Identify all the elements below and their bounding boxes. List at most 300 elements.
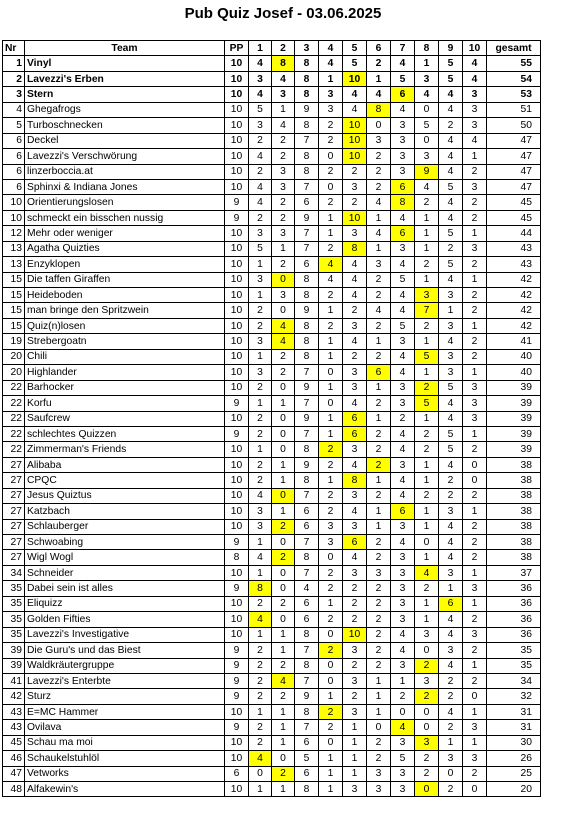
- team-cell: Agatha Quizties: [25, 241, 225, 256]
- round-score-cell: 3: [439, 349, 463, 364]
- round-score-cell: 3: [343, 782, 367, 797]
- round-score-cell: 8: [295, 56, 319, 71]
- rank-cell: 43: [3, 704, 25, 719]
- pp-cell: 10: [225, 519, 249, 534]
- round-score-cell: 0: [367, 720, 391, 735]
- total-cell: 53: [487, 87, 541, 102]
- round-score-cell: 5: [415, 349, 439, 364]
- team-cell: E=MC Hammer: [25, 704, 225, 719]
- round-score-cell: 2: [249, 380, 272, 395]
- round-score-cell: 4: [343, 504, 367, 519]
- table-row: [3, 627, 541, 642]
- round-score-cell: 0: [439, 766, 463, 781]
- round-score-cell: 8: [367, 102, 391, 117]
- round-score-cell: 1: [367, 380, 391, 395]
- team-cell: Ovilava: [25, 720, 225, 735]
- pp-cell: 10: [225, 149, 249, 164]
- round-score-cell: 4: [272, 318, 295, 333]
- column-header: 7: [391, 41, 415, 56]
- round-score-cell: 6: [391, 504, 415, 519]
- table-row: [3, 241, 541, 256]
- round-score-cell: 0: [415, 133, 439, 148]
- table-row: [3, 411, 541, 426]
- round-score-cell: 4: [439, 411, 463, 426]
- rank-cell: 27: [3, 504, 25, 519]
- table-row: [3, 380, 541, 395]
- round-score-cell: 3: [439, 504, 463, 519]
- round-score-cell: 0: [319, 735, 343, 750]
- round-score-cell: 2: [319, 488, 343, 503]
- round-score-cell: 0: [415, 720, 439, 735]
- round-score-cell: 3: [343, 643, 367, 658]
- round-score-cell: 3: [319, 87, 343, 102]
- round-score-cell: 6: [391, 179, 415, 194]
- round-score-cell: 6: [343, 411, 367, 426]
- table-row: [3, 195, 541, 210]
- total-cell: 39: [487, 396, 541, 411]
- results-table: [2, 40, 541, 797]
- round-score-cell: 3: [249, 71, 272, 86]
- team-cell: Katzbach: [25, 504, 225, 519]
- round-score-cell: 2: [249, 643, 272, 658]
- table-row: [3, 565, 541, 580]
- table-row: [3, 658, 541, 673]
- pp-cell: 9: [225, 195, 249, 210]
- pp-cell: 10: [225, 612, 249, 627]
- column-header: 6: [367, 41, 391, 56]
- round-score-cell: 2: [415, 689, 439, 704]
- round-score-cell: 2: [463, 334, 487, 349]
- round-score-cell: 0: [272, 565, 295, 580]
- round-score-cell: 4: [391, 102, 415, 117]
- table-row: [3, 349, 541, 364]
- round-score-cell: 1: [272, 504, 295, 519]
- rank-cell: 41: [3, 673, 25, 688]
- round-score-cell: 8: [391, 195, 415, 210]
- round-score-cell: 2: [319, 720, 343, 735]
- pp-cell: 10: [225, 318, 249, 333]
- round-score-cell: 1: [439, 303, 463, 318]
- round-score-cell: 3: [272, 226, 295, 241]
- round-score-cell: 2: [319, 318, 343, 333]
- round-score-cell: 6: [295, 519, 319, 534]
- round-score-cell: 4: [415, 565, 439, 580]
- round-score-cell: 8: [295, 658, 319, 673]
- round-score-cell: 2: [343, 303, 367, 318]
- round-score-cell: 2: [415, 318, 439, 333]
- round-score-cell: 2: [415, 488, 439, 503]
- round-score-cell: 2: [319, 133, 343, 148]
- round-score-cell: 3: [415, 288, 439, 303]
- team-cell: Highlander: [25, 365, 225, 380]
- round-score-cell: 2: [249, 457, 272, 472]
- team-cell: Schau ma moi: [25, 735, 225, 750]
- round-score-cell: 4: [343, 550, 367, 565]
- rank-cell: 35: [3, 596, 25, 611]
- rank-cell: 15: [3, 272, 25, 287]
- round-score-cell: 0: [367, 118, 391, 133]
- table-row: [3, 488, 541, 503]
- round-score-cell: 2: [367, 56, 391, 71]
- round-score-cell: 2: [343, 349, 367, 364]
- round-score-cell: 1: [249, 288, 272, 303]
- team-cell: Ghegafrogs: [25, 102, 225, 117]
- round-score-cell: 1: [415, 612, 439, 627]
- round-score-cell: 4: [439, 102, 463, 117]
- total-cell: 54: [487, 71, 541, 86]
- round-score-cell: 8: [295, 149, 319, 164]
- round-score-cell: 2: [319, 581, 343, 596]
- round-score-cell: 3: [463, 87, 487, 102]
- round-score-cell: 4: [272, 118, 295, 133]
- round-score-cell: 1: [463, 426, 487, 441]
- pp-cell: 9: [225, 673, 249, 688]
- table-row: [3, 56, 541, 71]
- round-score-cell: 7: [295, 426, 319, 441]
- team-cell: Saufcrew: [25, 411, 225, 426]
- round-score-cell: 3: [391, 334, 415, 349]
- table-row: [3, 318, 541, 333]
- pp-cell: 10: [225, 303, 249, 318]
- rank-cell: 22: [3, 380, 25, 395]
- round-score-cell: 3: [391, 766, 415, 781]
- pp-cell: 10: [225, 102, 249, 117]
- round-score-cell: 1: [249, 257, 272, 272]
- round-score-cell: 7: [295, 488, 319, 503]
- column-header: PP: [225, 41, 249, 56]
- round-score-cell: 8: [343, 473, 367, 488]
- rank-cell: 6: [3, 164, 25, 179]
- pp-cell: 10: [225, 272, 249, 287]
- round-score-cell: 1: [319, 411, 343, 426]
- round-score-cell: 3: [343, 179, 367, 194]
- table-row: [3, 210, 541, 225]
- total-cell: 25: [487, 766, 541, 781]
- round-score-cell: 1: [463, 704, 487, 719]
- round-score-cell: 9: [295, 411, 319, 426]
- rank-cell: 12: [3, 226, 25, 241]
- team-cell: Dabei sein ist alles: [25, 581, 225, 596]
- total-cell: 42: [487, 303, 541, 318]
- round-score-cell: 8: [295, 71, 319, 86]
- round-score-cell: 3: [343, 442, 367, 457]
- round-score-cell: 1: [272, 643, 295, 658]
- round-score-cell: 2: [319, 442, 343, 457]
- round-score-cell: 1: [415, 473, 439, 488]
- pp-cell: 10: [225, 442, 249, 457]
- table-row: [3, 272, 541, 287]
- table-row: [3, 581, 541, 596]
- total-cell: 30: [487, 735, 541, 750]
- round-score-cell: 1: [463, 658, 487, 673]
- round-score-cell: 2: [439, 118, 463, 133]
- round-score-cell: 4: [391, 210, 415, 225]
- round-score-cell: 5: [415, 396, 439, 411]
- total-cell: 35: [487, 658, 541, 673]
- round-score-cell: 0: [415, 704, 439, 719]
- round-score-cell: 3: [439, 365, 463, 380]
- round-score-cell: 1: [272, 396, 295, 411]
- rank-cell: 27: [3, 535, 25, 550]
- round-score-cell: 4: [391, 56, 415, 71]
- team-cell: Lavezzi's Investigative: [25, 627, 225, 642]
- round-score-cell: 1: [319, 766, 343, 781]
- total-cell: 40: [487, 365, 541, 380]
- round-score-cell: 3: [367, 133, 391, 148]
- rank-cell: 10: [3, 195, 25, 210]
- round-score-cell: 4: [249, 179, 272, 194]
- pp-cell: 10: [225, 488, 249, 503]
- table-row: [3, 133, 541, 148]
- round-score-cell: 2: [391, 411, 415, 426]
- round-score-cell: 1: [272, 102, 295, 117]
- round-score-cell: 3: [391, 164, 415, 179]
- round-score-cell: 1: [415, 411, 439, 426]
- round-score-cell: 3: [391, 133, 415, 148]
- round-score-cell: 2: [367, 442, 391, 457]
- round-score-cell: 2: [249, 133, 272, 148]
- round-score-cell: 1: [319, 596, 343, 611]
- round-score-cell: 3: [367, 766, 391, 781]
- round-score-cell: 4: [343, 334, 367, 349]
- team-cell: Heideboden: [25, 288, 225, 303]
- round-score-cell: 1: [463, 149, 487, 164]
- round-score-cell: 1: [463, 596, 487, 611]
- pp-cell: 10: [225, 349, 249, 364]
- round-score-cell: 3: [463, 102, 487, 117]
- round-score-cell: 4: [343, 257, 367, 272]
- team-cell: Wigl Wogl: [25, 550, 225, 565]
- round-score-cell: 1: [319, 473, 343, 488]
- round-score-cell: 1: [415, 334, 439, 349]
- round-score-cell: 8: [295, 627, 319, 642]
- round-score-cell: 0: [319, 149, 343, 164]
- team-cell: Stern: [25, 87, 225, 102]
- round-score-cell: 2: [319, 504, 343, 519]
- round-score-cell: 2: [367, 318, 391, 333]
- round-score-cell: 2: [249, 210, 272, 225]
- round-score-cell: 1: [463, 565, 487, 580]
- round-score-cell: 0: [463, 457, 487, 472]
- round-score-cell: 6: [391, 87, 415, 102]
- round-score-cell: 3: [367, 257, 391, 272]
- round-score-cell: 4: [439, 519, 463, 534]
- total-cell: 36: [487, 627, 541, 642]
- round-score-cell: 1: [249, 396, 272, 411]
- round-score-cell: 2: [249, 689, 272, 704]
- column-header: 2: [272, 41, 295, 56]
- pp-cell: 10: [225, 179, 249, 194]
- column-header: Team: [25, 41, 225, 56]
- round-score-cell: 9: [295, 457, 319, 472]
- round-score-cell: 1: [415, 241, 439, 256]
- round-score-cell: 3: [415, 627, 439, 642]
- round-score-cell: 4: [439, 627, 463, 642]
- total-cell: 31: [487, 720, 541, 735]
- team-cell: Deckel: [25, 133, 225, 148]
- rank-cell: 3: [3, 87, 25, 102]
- round-score-cell: 2: [367, 612, 391, 627]
- round-score-cell: 3: [391, 782, 415, 797]
- round-score-cell: 4: [463, 133, 487, 148]
- team-cell: Alibaba: [25, 457, 225, 472]
- round-score-cell: 2: [319, 612, 343, 627]
- round-score-cell: 2: [249, 735, 272, 750]
- round-score-cell: 3: [343, 488, 367, 503]
- round-score-cell: 4: [439, 457, 463, 472]
- table-row: [3, 751, 541, 766]
- round-score-cell: 6: [295, 766, 319, 781]
- round-score-cell: 4: [343, 102, 367, 117]
- round-score-cell: 3: [272, 164, 295, 179]
- rank-cell: 20: [3, 349, 25, 364]
- round-score-cell: 1: [319, 782, 343, 797]
- total-cell: 43: [487, 257, 541, 272]
- team-cell: man bringe den Spritzwein: [25, 303, 225, 318]
- round-score-cell: 1: [367, 71, 391, 86]
- team-cell: schlechtes Quizzen: [25, 426, 225, 441]
- round-score-cell: 7: [295, 241, 319, 256]
- round-score-cell: 4: [439, 210, 463, 225]
- team-cell: Die taffen Giraffen: [25, 272, 225, 287]
- round-score-cell: 3: [272, 179, 295, 194]
- round-score-cell: 1: [415, 457, 439, 472]
- round-score-cell: 4: [249, 149, 272, 164]
- round-score-cell: 1: [343, 735, 367, 750]
- round-score-cell: 2: [272, 596, 295, 611]
- team-cell: Strebergoatn: [25, 334, 225, 349]
- pp-cell: 10: [225, 627, 249, 642]
- round-score-cell: 4: [367, 195, 391, 210]
- round-score-cell: 1: [319, 71, 343, 86]
- pp-cell: 10: [225, 241, 249, 256]
- total-cell: 51: [487, 102, 541, 117]
- round-score-cell: 2: [463, 288, 487, 303]
- round-score-cell: 3: [391, 596, 415, 611]
- round-score-cell: 6: [295, 735, 319, 750]
- round-score-cell: 7: [295, 396, 319, 411]
- round-score-cell: 6: [367, 365, 391, 380]
- total-cell: 39: [487, 442, 541, 457]
- table-row: [3, 179, 541, 194]
- round-score-cell: 8: [295, 118, 319, 133]
- round-score-cell: 2: [439, 782, 463, 797]
- round-score-cell: 2: [415, 658, 439, 673]
- round-score-cell: 2: [439, 689, 463, 704]
- round-score-cell: 6: [343, 426, 367, 441]
- round-score-cell: 3: [391, 565, 415, 580]
- round-score-cell: 2: [463, 673, 487, 688]
- round-score-cell: 3: [391, 581, 415, 596]
- round-score-cell: 3: [343, 673, 367, 688]
- round-score-cell: 8: [295, 87, 319, 102]
- round-score-cell: 5: [343, 56, 367, 71]
- round-score-cell: 2: [415, 195, 439, 210]
- round-score-cell: 2: [272, 195, 295, 210]
- round-score-cell: 4: [249, 488, 272, 503]
- rank-cell: 10: [3, 210, 25, 225]
- total-cell: 34: [487, 673, 541, 688]
- round-score-cell: 0: [319, 396, 343, 411]
- round-score-cell: 5: [439, 442, 463, 457]
- round-score-cell: 1: [463, 365, 487, 380]
- round-score-cell: 4: [439, 334, 463, 349]
- round-score-cell: 10: [343, 627, 367, 642]
- round-score-cell: 1: [319, 689, 343, 704]
- round-score-cell: 4: [249, 195, 272, 210]
- round-score-cell: 3: [463, 720, 487, 735]
- round-score-cell: 8: [249, 581, 272, 596]
- total-cell: 36: [487, 612, 541, 627]
- round-score-cell: 1: [272, 704, 295, 719]
- round-score-cell: 0: [463, 689, 487, 704]
- round-score-cell: 1: [249, 349, 272, 364]
- round-score-cell: 3: [415, 673, 439, 688]
- round-score-cell: 0: [463, 782, 487, 797]
- round-score-cell: 10: [343, 133, 367, 148]
- round-score-cell: 2: [463, 550, 487, 565]
- round-score-cell: 7: [295, 365, 319, 380]
- round-score-cell: 4: [319, 272, 343, 287]
- pp-cell: 9: [225, 396, 249, 411]
- round-score-cell: 1: [319, 380, 343, 395]
- team-cell: Zimmerman's Friends: [25, 442, 225, 457]
- round-score-cell: 2: [367, 396, 391, 411]
- round-score-cell: 3: [249, 519, 272, 534]
- round-score-cell: 5: [439, 426, 463, 441]
- team-cell: Chili: [25, 349, 225, 364]
- round-score-cell: 8: [295, 473, 319, 488]
- round-score-cell: 4: [272, 673, 295, 688]
- round-score-cell: 3: [343, 226, 367, 241]
- round-score-cell: 2: [272, 550, 295, 565]
- round-score-cell: 9: [295, 380, 319, 395]
- round-score-cell: 0: [415, 535, 439, 550]
- round-score-cell: 0: [463, 473, 487, 488]
- round-score-cell: 3: [343, 380, 367, 395]
- total-cell: 39: [487, 380, 541, 395]
- rank-cell: 39: [3, 658, 25, 673]
- pp-cell: 10: [225, 704, 249, 719]
- round-score-cell: 3: [343, 519, 367, 534]
- total-cell: 45: [487, 195, 541, 210]
- rank-cell: 13: [3, 257, 25, 272]
- round-score-cell: 3: [249, 226, 272, 241]
- team-cell: Eliquizz: [25, 596, 225, 611]
- table-row: [3, 519, 541, 534]
- round-score-cell: 2: [367, 272, 391, 287]
- pp-cell: 10: [225, 735, 249, 750]
- round-score-cell: 2: [463, 164, 487, 179]
- total-cell: 47: [487, 133, 541, 148]
- round-score-cell: 2: [249, 411, 272, 426]
- pp-cell: 10: [225, 118, 249, 133]
- round-score-cell: 4: [272, 334, 295, 349]
- round-score-cell: 1: [367, 473, 391, 488]
- round-score-cell: 2: [272, 149, 295, 164]
- round-score-cell: 8: [295, 164, 319, 179]
- rank-cell: 5: [3, 118, 25, 133]
- rank-cell: 45: [3, 735, 25, 750]
- round-score-cell: 5: [249, 241, 272, 256]
- round-score-cell: 1: [272, 457, 295, 472]
- total-cell: 55: [487, 56, 541, 71]
- round-score-cell: 4: [439, 535, 463, 550]
- round-score-cell: 7: [295, 179, 319, 194]
- rank-cell: 39: [3, 643, 25, 658]
- pp-cell: 9: [225, 689, 249, 704]
- pp-cell: 10: [225, 380, 249, 395]
